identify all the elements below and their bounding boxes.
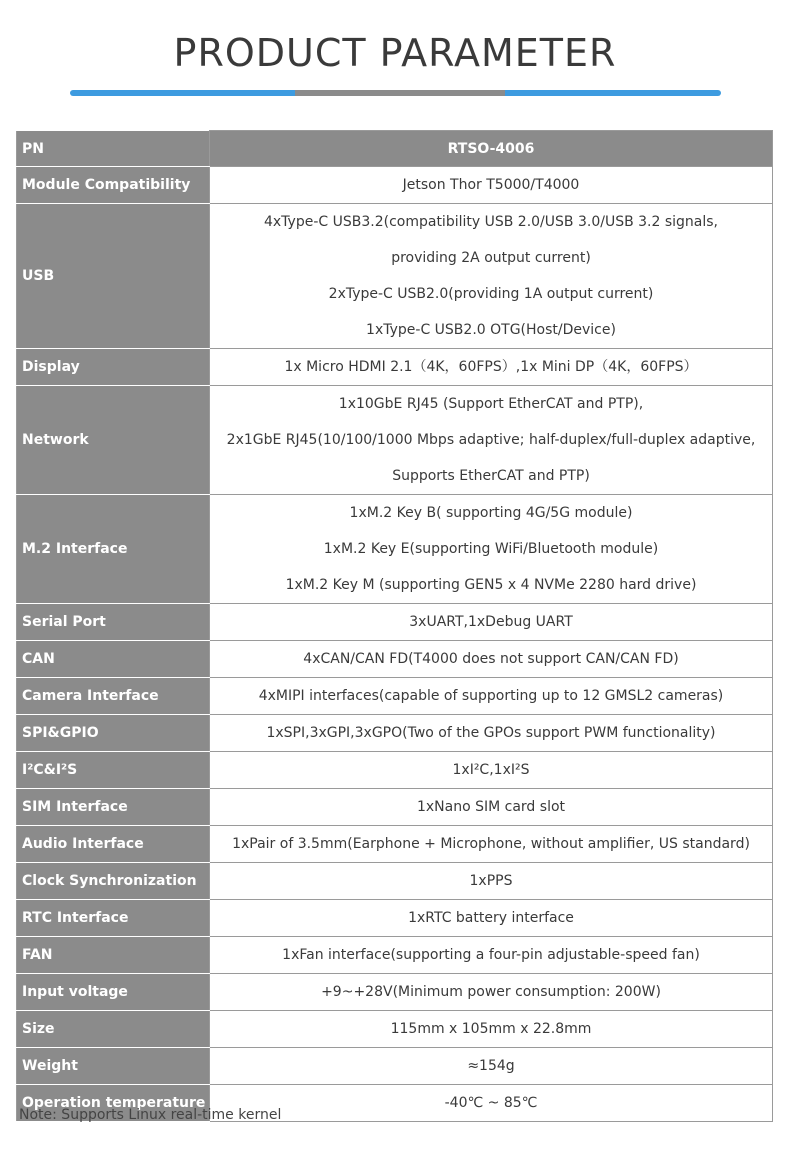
row-value-line: 1x Micro HDMI 2.1（4K，60FPS）,1x Mini DP（4K，60FPS） (284, 359, 698, 375)
page-title: PRODUCT PARAMETER (173, 31, 617, 75)
row-value-line: 1xPPS (469, 873, 513, 889)
row-value-line: 1xPair of 3.5mm(Earphone + Microphone, without amplifier, US standard) (232, 836, 750, 852)
row-key-cell: Serial Port (17, 604, 210, 641)
parameter-table-body (17, 131, 773, 1122)
row-value-line: 3xUART,1xDebug UART (409, 614, 573, 630)
table-header-row (17, 131, 773, 167)
row-key-cell: Camera Interface (17, 678, 210, 715)
row-value-line: 4xCAN/CAN FD(T4000 does not support CAN/CAN FD) (303, 651, 679, 667)
underline-segment-left (70, 90, 295, 96)
row-key-cell: CAN (17, 641, 210, 678)
row-key-cell: Module Compatibility (17, 167, 210, 204)
row-key-cell: Weight (17, 1048, 210, 1085)
table-row (17, 349, 773, 386)
row-value-line: 1xNano SIM card slot (416, 799, 566, 815)
row-value-line: 2x1GbE RJ45(10/100/1000 Mbps adaptive; half-duplex/full-duplex adaptive, (226, 432, 756, 448)
row-value-line: 4xType-C USB3.2(compatibility USB 2.0/USB 3.0/USB 3.2 signals, (263, 214, 718, 230)
row-key-cell: Audio Interface (17, 826, 210, 863)
row-value-line: 1xFan interface(supporting a four-pin adjustable-speed fan) (282, 947, 700, 963)
row-value-cell (210, 349, 773, 386)
parameter-table (16, 130, 773, 1122)
table-row (17, 974, 773, 1011)
table-row (17, 604, 773, 641)
row-value-line: 1xM.2 Key E(supporting WiFi/Bluetooth module) (323, 541, 659, 557)
table-row (17, 678, 773, 715)
row-value-cell (210, 1048, 773, 1085)
header-key-cell: PN (17, 131, 210, 167)
row-key-cell: USB (17, 204, 210, 349)
title-underline (70, 90, 721, 96)
row-value-line: 115mm x 105mm x 22.8mm (390, 1021, 592, 1037)
row-value-line: 1xRTC battery interface (408, 910, 574, 926)
row-key-cell: Size (17, 1011, 210, 1048)
table-row (17, 386, 773, 495)
row-key-cell: Clock Synchronization (17, 863, 210, 900)
row-value-cell (210, 900, 773, 937)
row-value-line: 1xType-C USB2.0 OTG(Host/Device) (366, 322, 616, 338)
row-value-line: 4xMIPI interfaces(capable of supporting up to 12 GMSL2 cameras) (258, 688, 724, 704)
row-value-line: +9~+28V(Minimum power consumption: 200W) (321, 984, 661, 1000)
table-row (17, 167, 773, 204)
row-value-cell (210, 1011, 773, 1048)
row-value-cell (210, 641, 773, 678)
row-value-cell (210, 826, 773, 863)
row-value-line: 1xSPI,3xGPI,3xGPO(Two of the GPOs support PWM functionality) (266, 725, 716, 741)
table-row (17, 937, 773, 974)
table-row (17, 826, 773, 863)
row-key-cell: FAN (17, 937, 210, 974)
row-value-cell (210, 204, 773, 349)
row-value-cell (210, 715, 773, 752)
table-row (17, 495, 773, 604)
row-key-cell: RTC Interface (17, 900, 210, 937)
table-row (17, 1011, 773, 1048)
row-value-line: 1xM.2 Key M (supporting GEN5 x 4 NVMe 2280 hard drive) (285, 577, 697, 593)
footnote: Note: Supports Linux real-time kernel (19, 1107, 282, 1123)
row-value-cell (210, 167, 773, 204)
row-value-cell (210, 1085, 773, 1122)
table-row (17, 204, 773, 349)
table-row (17, 863, 773, 900)
row-value-cell (210, 789, 773, 826)
header-value-cell: RTSO-4006 (210, 131, 773, 167)
underline-segment-right (505, 90, 721, 96)
row-value-line: -40℃ ~ 85℃ (444, 1095, 538, 1111)
row-key-cell: SIM Interface (17, 789, 210, 826)
row-value-line: providing 2A output current) (391, 250, 591, 266)
table-row (17, 752, 773, 789)
row-value-cell (210, 937, 773, 974)
table-row (17, 641, 773, 678)
row-value-line: 1x10GbE RJ45 (Support EtherCAT and PTP), (338, 396, 644, 412)
row-value-cell (210, 678, 773, 715)
row-key-cell: Network (17, 386, 210, 495)
row-key-cell: SPI&GPIO (17, 715, 210, 752)
row-key-cell: Input voltage (17, 974, 210, 1011)
table-row (17, 900, 773, 937)
table-row (17, 1048, 773, 1085)
row-key-cell: M.2 Interface (17, 495, 210, 604)
row-value-line: 1xM.2 Key B( supporting 4G/5G module) (349, 505, 633, 521)
underline-segment-middle (295, 90, 505, 96)
row-key-cell: Operation temperature (17, 1085, 210, 1122)
row-value-cell (210, 386, 773, 495)
row-value-line: Supports EtherCAT and PTP) (392, 468, 590, 484)
row-value-cell (210, 974, 773, 1011)
row-value-cell (210, 495, 773, 604)
row-value-line: ≈154g (467, 1058, 515, 1074)
table-row (17, 715, 773, 752)
row-key-cell: Display (17, 349, 210, 386)
row-key-cell: I²C&I²S (17, 752, 210, 789)
table-row (17, 789, 773, 826)
row-value-line: 1xI²C,1xI²S (452, 762, 530, 778)
row-value-cell (210, 863, 773, 900)
row-value-cell (210, 604, 773, 641)
row-value-cell (210, 752, 773, 789)
row-value-line: 2xType-C USB2.0(providing 1A output current) (328, 286, 654, 302)
row-value-line: Jetson Thor T5000/T4000 (402, 177, 580, 193)
